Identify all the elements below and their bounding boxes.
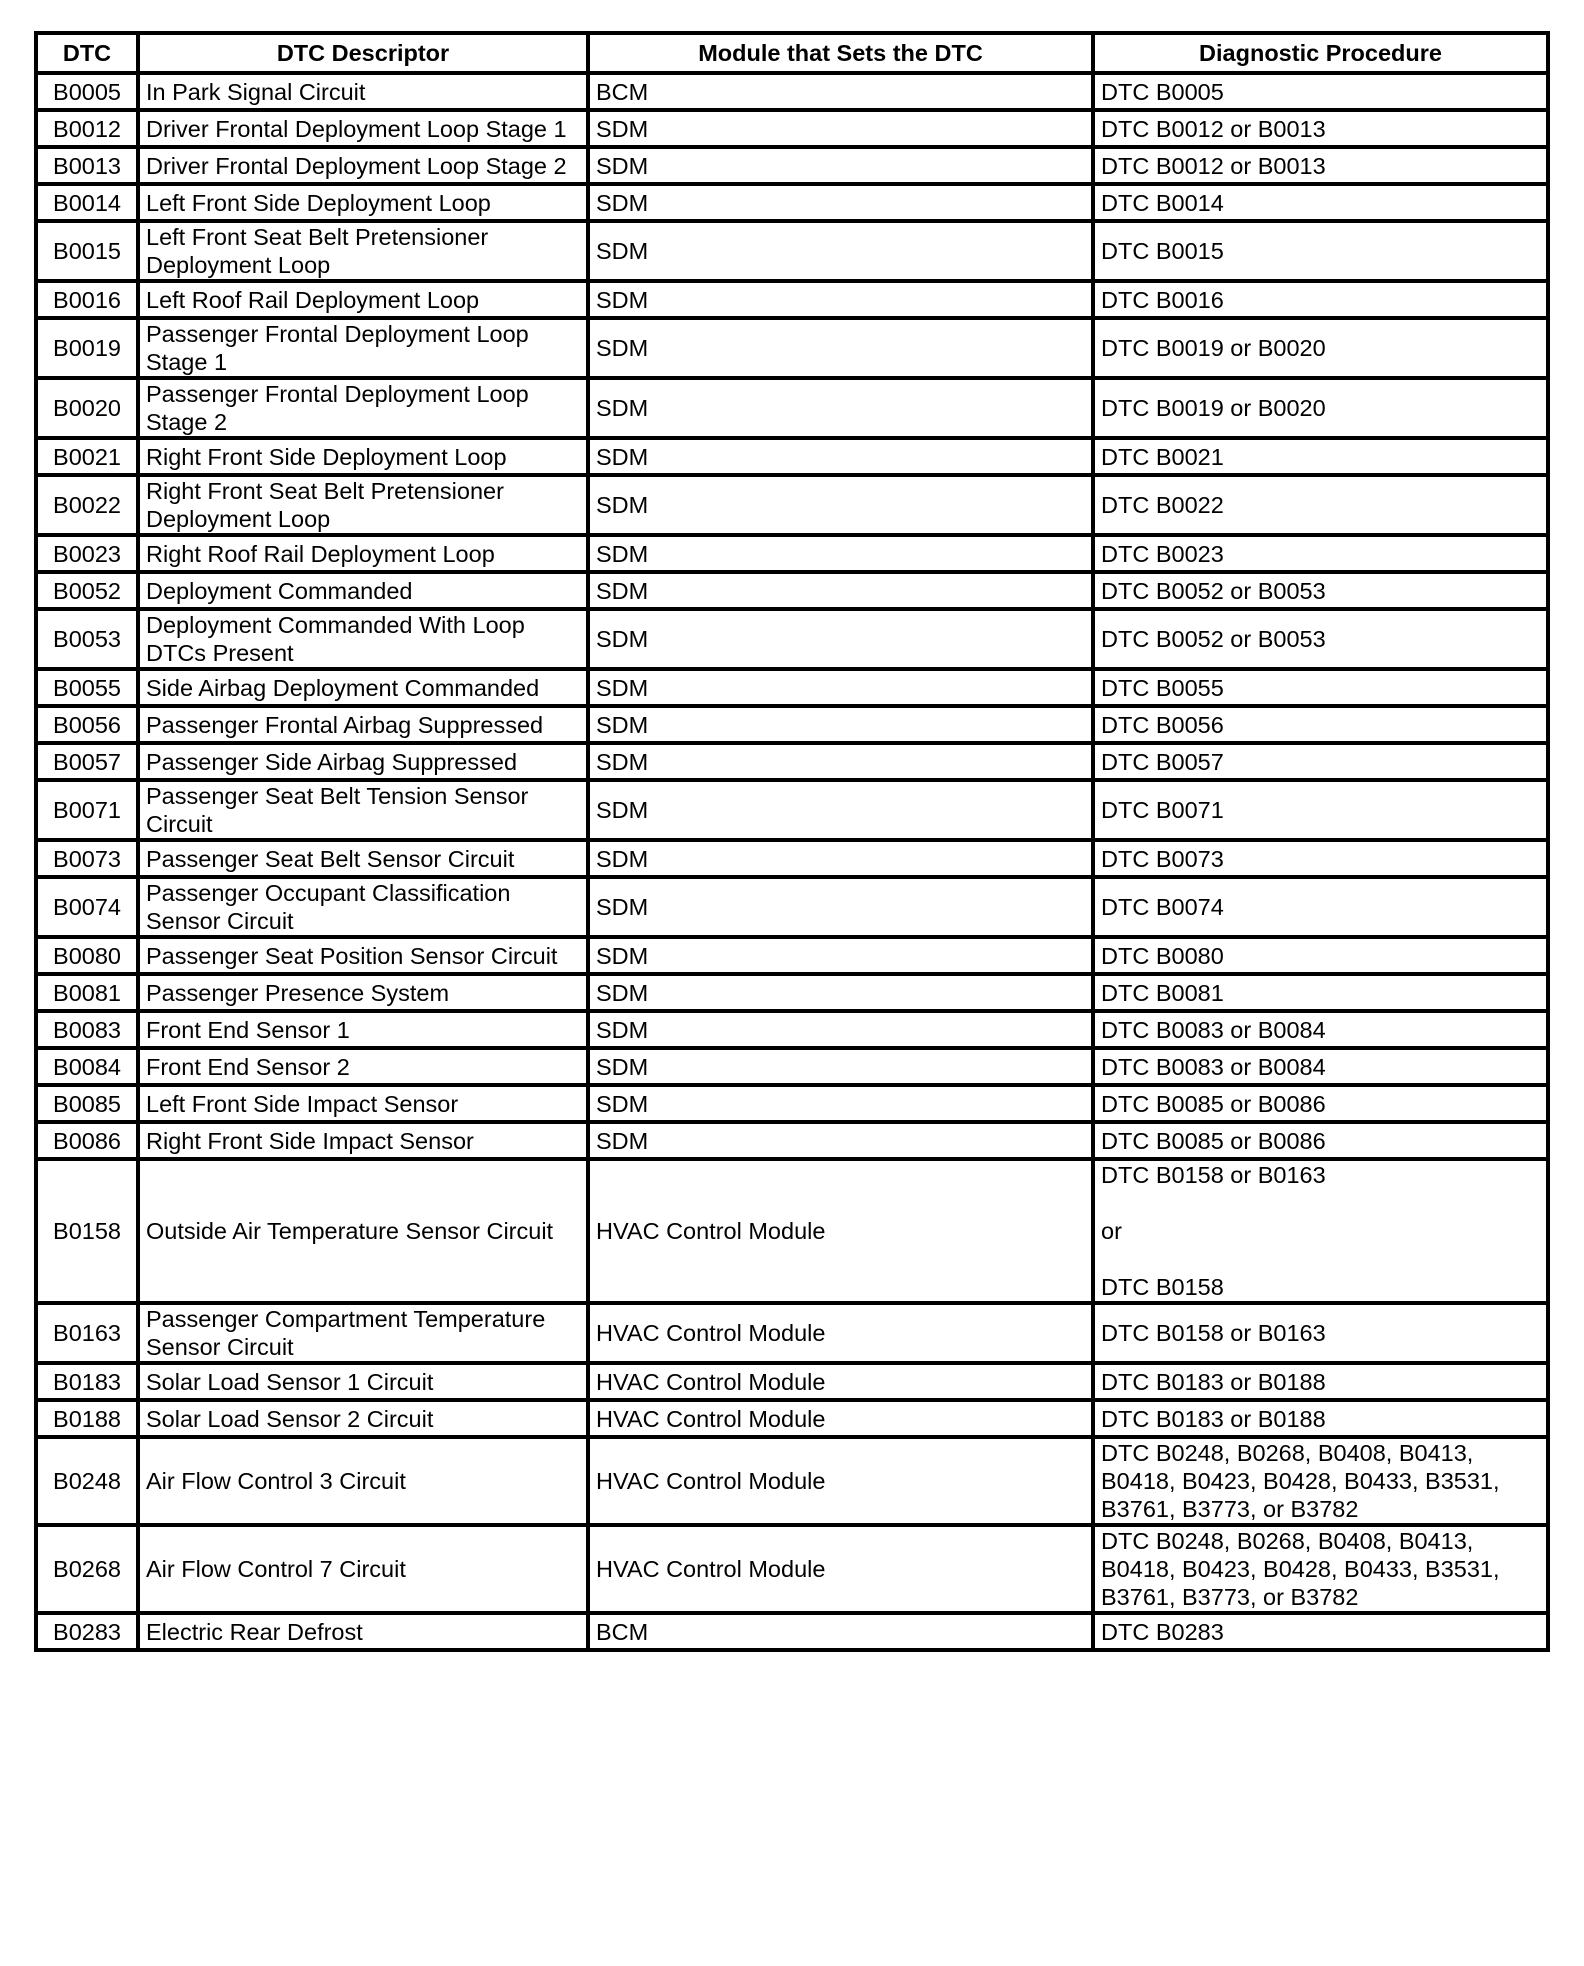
cell-procedure: DTC B0283 <box>1093 1613 1548 1650</box>
cell-procedure: DTC B0073 <box>1093 840 1548 877</box>
cell-module: SDM <box>588 877 1093 937</box>
cell-procedure: DTC B0074 <box>1093 877 1548 937</box>
cell-dtc: B0268 <box>36 1525 138 1613</box>
cell-descriptor: Driver Frontal Deployment Loop Stage 1 <box>138 110 588 147</box>
table-row <box>36 1437 1548 1525</box>
table-row <box>36 184 1548 221</box>
cell-module: SDM <box>588 1085 1093 1122</box>
cell-descriptor: Right Front Side Impact Sensor <box>138 1122 588 1159</box>
cell-dtc: B0188 <box>36 1400 138 1437</box>
cell-descriptor: Deployment Commanded With Loop DTCs Present <box>138 609 588 669</box>
cell-procedure: DTC B0019 or B0020 <box>1093 378 1548 438</box>
table-row <box>36 1525 1548 1613</box>
cell-descriptor: Deployment Commanded <box>138 572 588 609</box>
table-row <box>36 780 1548 840</box>
table-row <box>36 318 1548 378</box>
cell-descriptor: Front End Sensor 1 <box>138 1011 588 1048</box>
cell-descriptor: Passenger Side Airbag Suppressed <box>138 743 588 780</box>
cell-procedure: DTC B0248, B0268, B0408, B0413, B0418, B0423, B0428, B0433, B3531, B3761, B3773, or B3782 <box>1093 1525 1548 1613</box>
cell-procedure: DTC B0248, B0268, B0408, B0413, B0418, B0423, B0428, B0433, B3531, B3761, B3773, or B3782 <box>1093 1437 1548 1525</box>
table-row <box>36 475 1548 535</box>
cell-module: SDM <box>588 475 1093 535</box>
table-row <box>36 281 1548 318</box>
cell-dtc: B0021 <box>36 438 138 475</box>
table-row <box>36 147 1548 184</box>
cell-dtc: B0016 <box>36 281 138 318</box>
cell-module: SDM <box>588 535 1093 572</box>
table-row <box>36 1613 1548 1650</box>
cell-module: SDM <box>588 318 1093 378</box>
table-row <box>36 1363 1548 1400</box>
cell-procedure: DTC B0183 or B0188 <box>1093 1400 1548 1437</box>
table-row <box>36 1122 1548 1159</box>
table-row <box>36 1048 1548 1085</box>
cell-descriptor: Front End Sensor 2 <box>138 1048 588 1085</box>
cell-module: SDM <box>588 840 1093 877</box>
cell-descriptor: Air Flow Control 3 Circuit <box>138 1437 588 1525</box>
cell-descriptor: Passenger Seat Belt Tension Sensor Circuit <box>138 780 588 840</box>
cell-dtc: B0056 <box>36 706 138 743</box>
table-header-row <box>36 33 1548 73</box>
table-row <box>36 1303 1548 1363</box>
cell-dtc: B0081 <box>36 974 138 1011</box>
cell-descriptor: Passenger Seat Belt Sensor Circuit <box>138 840 588 877</box>
cell-descriptor: Left Roof Rail Deployment Loop <box>138 281 588 318</box>
cell-module: SDM <box>588 743 1093 780</box>
cell-descriptor: Passenger Compartment Temperature Sensor Circuit <box>138 1303 588 1363</box>
cell-procedure: DTC B0080 <box>1093 937 1548 974</box>
cell-procedure: DTC B0085 or B0086 <box>1093 1122 1548 1159</box>
cell-procedure: DTC B0081 <box>1093 974 1548 1011</box>
cell-module: BCM <box>588 1613 1093 1650</box>
cell-module: SDM <box>588 378 1093 438</box>
cell-dtc: B0083 <box>36 1011 138 1048</box>
cell-dtc: B0053 <box>36 609 138 669</box>
cell-descriptor: Left Front Seat Belt Pretensioner Deployment Loop <box>138 221 588 281</box>
cell-procedure: DTC B0021 <box>1093 438 1548 475</box>
cell-module: SDM <box>588 669 1093 706</box>
cell-procedure: DTC B0023 <box>1093 535 1548 572</box>
cell-module: SDM <box>588 609 1093 669</box>
cell-dtc: B0086 <box>36 1122 138 1159</box>
header-procedure: Diagnostic Procedure <box>1093 33 1548 73</box>
cell-dtc: B0073 <box>36 840 138 877</box>
table-row <box>36 110 1548 147</box>
table-row <box>36 706 1548 743</box>
cell-dtc: B0015 <box>36 221 138 281</box>
cell-dtc: B0022 <box>36 475 138 535</box>
cell-procedure: DTC B0015 <box>1093 221 1548 281</box>
cell-dtc: B0057 <box>36 743 138 780</box>
cell-module: SDM <box>588 221 1093 281</box>
table-row <box>36 1159 1548 1303</box>
cell-dtc: B0163 <box>36 1303 138 1363</box>
cell-descriptor: Right Front Seat Belt Pretensioner Deployment Loop <box>138 475 588 535</box>
cell-procedure: DTC B0085 or B0086 <box>1093 1085 1548 1122</box>
cell-module: HVAC Control Module <box>588 1363 1093 1400</box>
dtc-table <box>34 31 1550 1652</box>
cell-module: SDM <box>588 110 1093 147</box>
table-row <box>36 1085 1548 1122</box>
cell-module: SDM <box>588 184 1093 221</box>
cell-procedure: DTC B0055 <box>1093 669 1548 706</box>
cell-descriptor: Passenger Presence System <box>138 974 588 1011</box>
cell-dtc: B0074 <box>36 877 138 937</box>
cell-dtc: B0019 <box>36 318 138 378</box>
cell-descriptor: Side Airbag Deployment Commanded <box>138 669 588 706</box>
header-descriptor: DTC Descriptor <box>138 33 588 73</box>
cell-procedure: DTC B0056 <box>1093 706 1548 743</box>
cell-module: SDM <box>588 281 1093 318</box>
cell-dtc: B0283 <box>36 1613 138 1650</box>
cell-dtc: B0080 <box>36 937 138 974</box>
cell-module: SDM <box>588 1011 1093 1048</box>
cell-module: SDM <box>588 706 1093 743</box>
cell-procedure: DTC B0083 or B0084 <box>1093 1011 1548 1048</box>
cell-procedure: DTC B0019 or B0020 <box>1093 318 1548 378</box>
table-row <box>36 378 1548 438</box>
cell-module: BCM <box>588 73 1093 110</box>
cell-module: SDM <box>588 937 1093 974</box>
cell-procedure: DTC B0014 <box>1093 184 1548 221</box>
cell-descriptor: Passenger Frontal Airbag Suppressed <box>138 706 588 743</box>
cell-module: HVAC Control Module <box>588 1400 1093 1437</box>
cell-dtc: B0020 <box>36 378 138 438</box>
cell-descriptor: Right Front Side Deployment Loop <box>138 438 588 475</box>
table-row <box>36 974 1548 1011</box>
cell-module: SDM <box>588 572 1093 609</box>
cell-procedure: DTC B0071 <box>1093 780 1548 840</box>
cell-dtc: B0023 <box>36 535 138 572</box>
cell-descriptor: Passenger Seat Position Sensor Circuit <box>138 937 588 974</box>
cell-module: HVAC Control Module <box>588 1437 1093 1525</box>
cell-descriptor: Air Flow Control 7 Circuit <box>138 1525 588 1613</box>
cell-procedure: DTC B0052 or B0053 <box>1093 609 1548 669</box>
cell-descriptor: Passenger Occupant Classification Sensor Circuit <box>138 877 588 937</box>
cell-dtc: B0158 <box>36 1159 138 1303</box>
cell-descriptor: Electric Rear Defrost <box>138 1613 588 1650</box>
cell-dtc: B0013 <box>36 147 138 184</box>
cell-module: SDM <box>588 1122 1093 1159</box>
cell-dtc: B0084 <box>36 1048 138 1085</box>
cell-dtc: B0055 <box>36 669 138 706</box>
table-row <box>36 609 1548 669</box>
table-row <box>36 1400 1548 1437</box>
cell-descriptor: In Park Signal Circuit <box>138 73 588 110</box>
cell-dtc: B0012 <box>36 110 138 147</box>
cell-module: SDM <box>588 147 1093 184</box>
cell-dtc: B0071 <box>36 780 138 840</box>
cell-module: SDM <box>588 780 1093 840</box>
cell-module: HVAC Control Module <box>588 1303 1093 1363</box>
table-row <box>36 669 1548 706</box>
cell-descriptor: Left Front Side Deployment Loop <box>138 184 588 221</box>
cell-procedure: DTC B0012 or B0013 <box>1093 147 1548 184</box>
header-dtc: DTC <box>36 33 138 73</box>
cell-dtc: B0014 <box>36 184 138 221</box>
table-row <box>36 840 1548 877</box>
cell-module: SDM <box>588 438 1093 475</box>
cell-procedure: DTC B0057 <box>1093 743 1548 780</box>
table-row <box>36 743 1548 780</box>
cell-procedure: DTC B0052 or B0053 <box>1093 572 1548 609</box>
table-row <box>36 73 1548 110</box>
cell-descriptor: Left Front Side Impact Sensor <box>138 1085 588 1122</box>
cell-procedure: DTC B0183 or B0188 <box>1093 1363 1548 1400</box>
cell-module: HVAC Control Module <box>588 1525 1093 1613</box>
cell-procedure: DTC B0158 or B0163 or DTC B0158 <box>1093 1159 1548 1303</box>
cell-procedure: DTC B0005 <box>1093 73 1548 110</box>
table-row <box>36 438 1548 475</box>
table-row <box>36 535 1548 572</box>
cell-module: SDM <box>588 1048 1093 1085</box>
cell-dtc: B0085 <box>36 1085 138 1122</box>
cell-module: HVAC Control Module <box>588 1159 1093 1303</box>
cell-descriptor: Driver Frontal Deployment Loop Stage 2 <box>138 147 588 184</box>
cell-descriptor: Solar Load Sensor 1 Circuit <box>138 1363 588 1400</box>
cell-descriptor: Passenger Frontal Deployment Loop Stage 2 <box>138 378 588 438</box>
cell-procedure: DTC B0012 or B0013 <box>1093 110 1548 147</box>
cell-dtc: B0005 <box>36 73 138 110</box>
table-row <box>36 572 1548 609</box>
cell-procedure: DTC B0016 <box>1093 281 1548 318</box>
table-row <box>36 937 1548 974</box>
cell-module: SDM <box>588 974 1093 1011</box>
table-row <box>36 221 1548 281</box>
table-row <box>36 877 1548 937</box>
cell-descriptor: Right Roof Rail Deployment Loop <box>138 535 588 572</box>
cell-descriptor: Outside Air Temperature Sensor Circuit <box>138 1159 588 1303</box>
cell-dtc: B0248 <box>36 1437 138 1525</box>
cell-procedure: DTC B0083 or B0084 <box>1093 1048 1548 1085</box>
cell-procedure: DTC B0158 or B0163 <box>1093 1303 1548 1363</box>
cell-procedure: DTC B0022 <box>1093 475 1548 535</box>
cell-dtc: B0183 <box>36 1363 138 1400</box>
header-module: Module that Sets the DTC <box>588 33 1093 73</box>
cell-descriptor: Passenger Frontal Deployment Loop Stage 1 <box>138 318 588 378</box>
cell-descriptor: Solar Load Sensor 2 Circuit <box>138 1400 588 1437</box>
cell-dtc: B0052 <box>36 572 138 609</box>
table-row <box>36 1011 1548 1048</box>
